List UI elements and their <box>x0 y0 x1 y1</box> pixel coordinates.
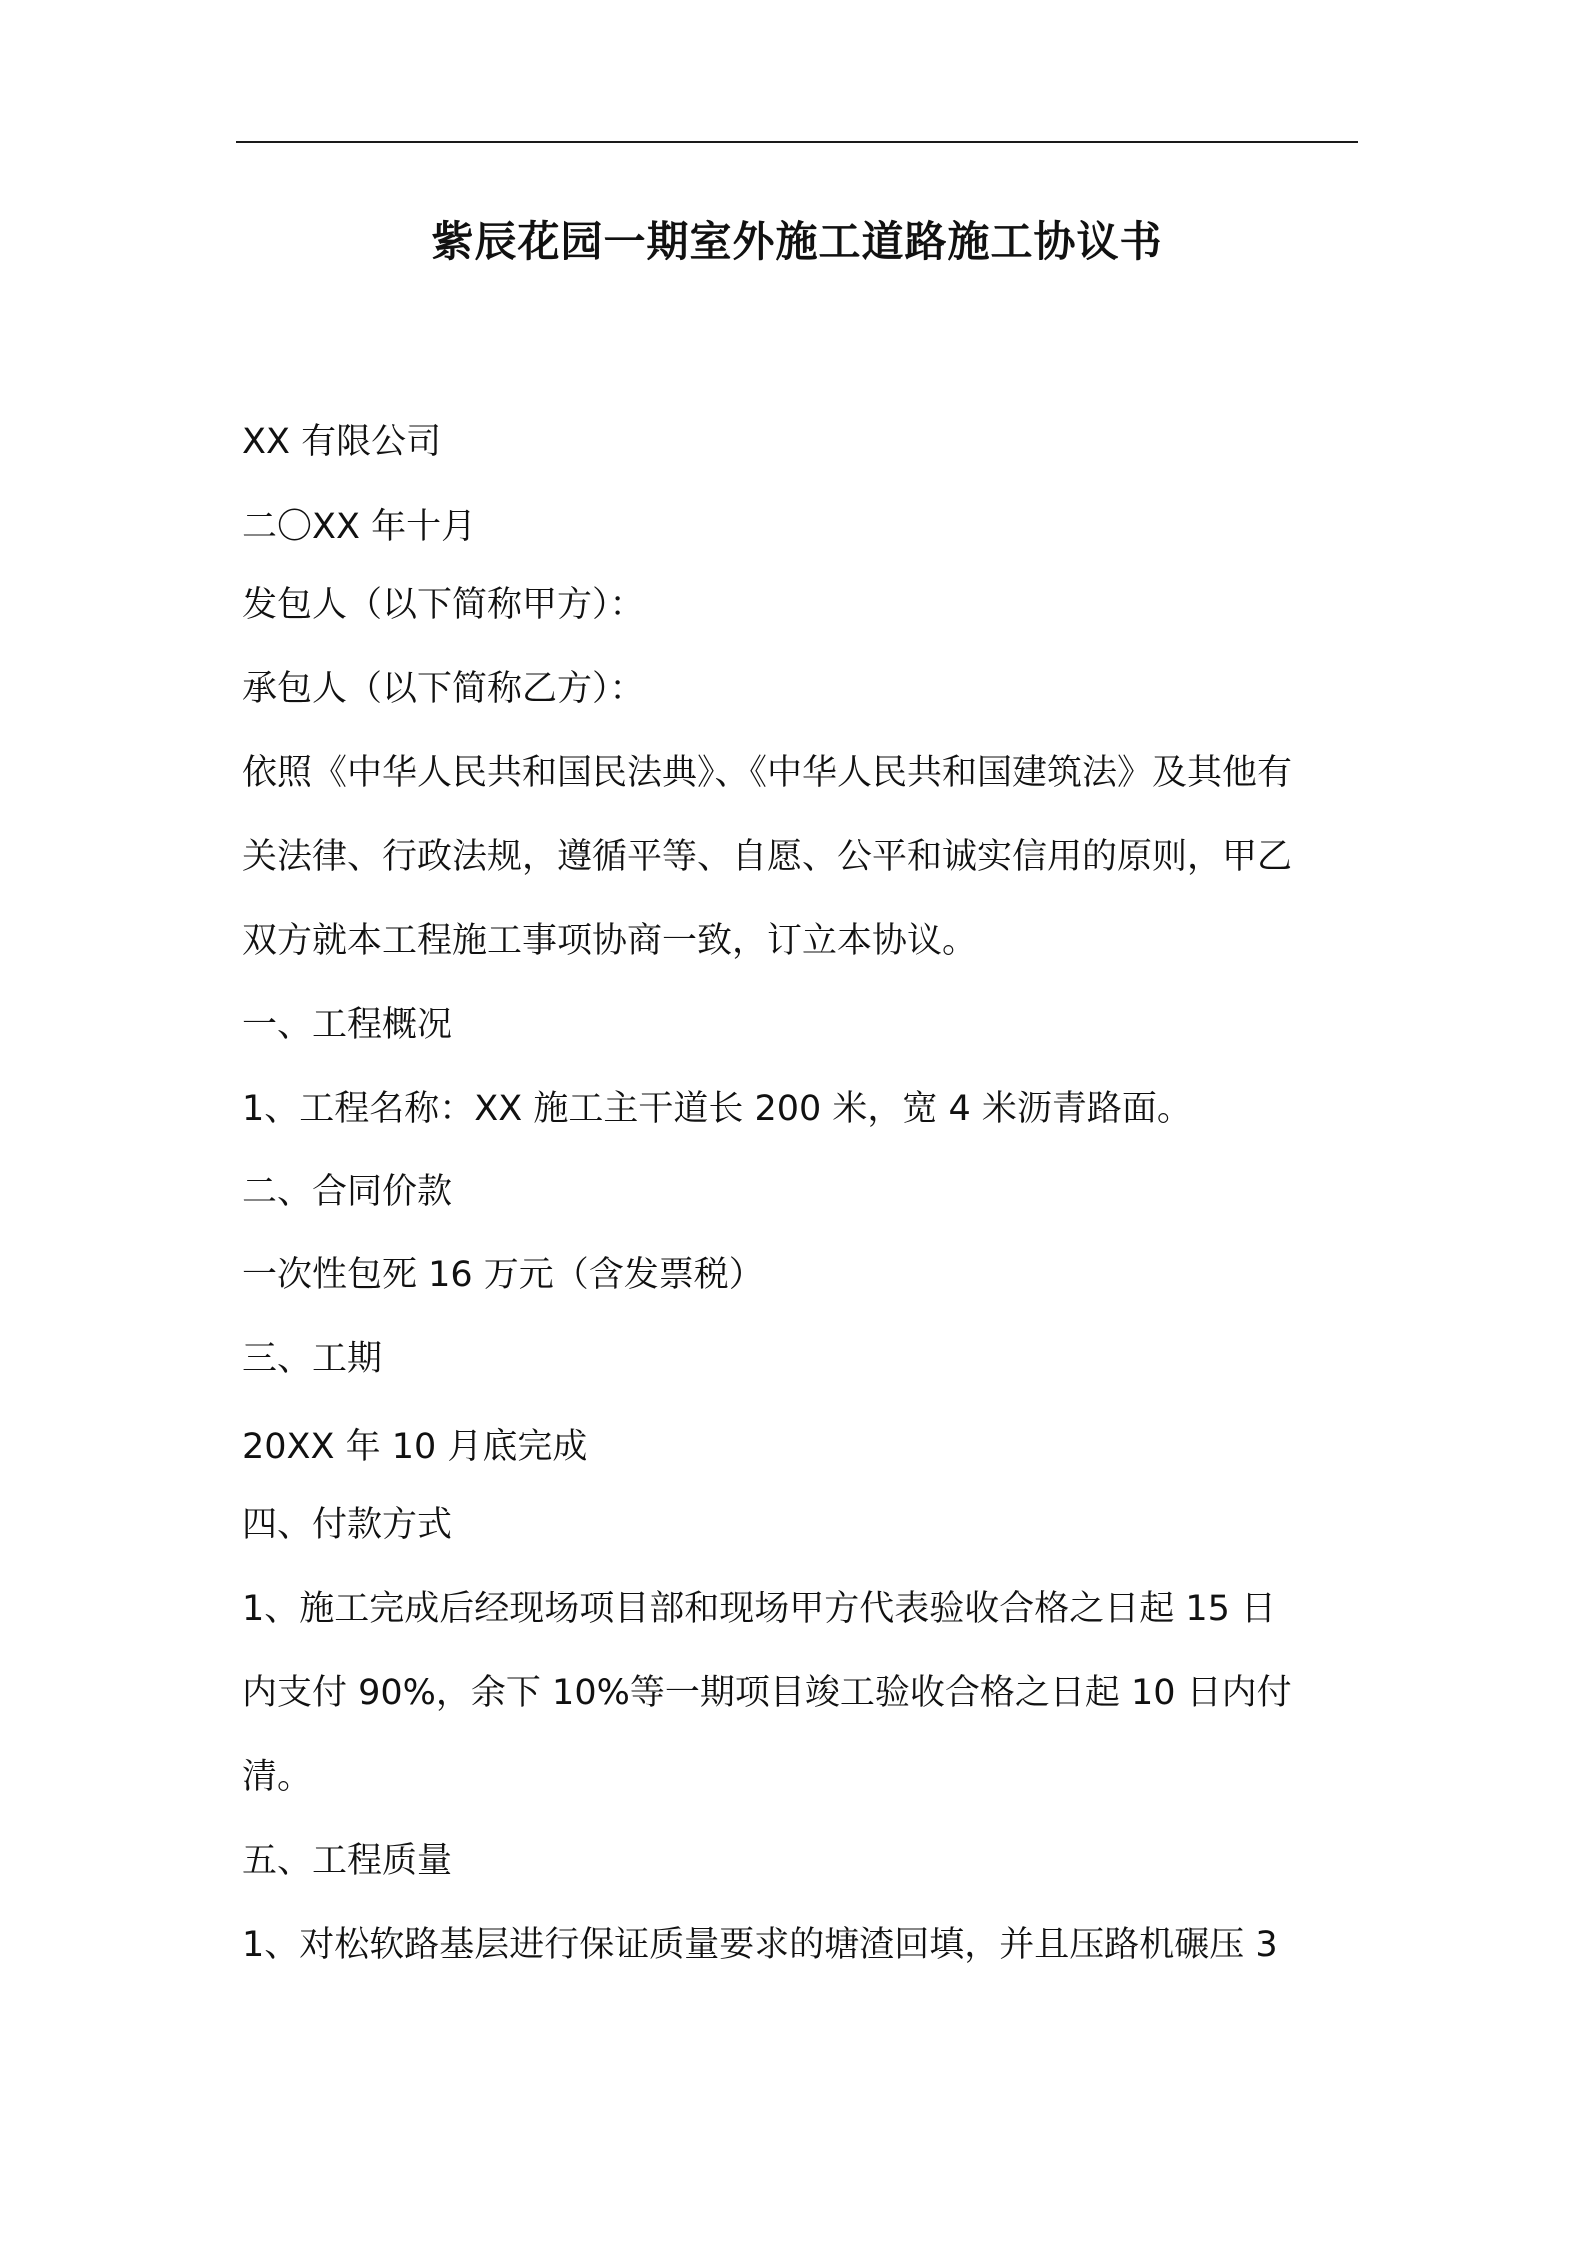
period-text: 20XX 年 10 月底完成 <box>242 1427 588 1467</box>
payment-line: 清。 <box>242 1757 313 1797</box>
header-rule <box>236 141 1358 143</box>
document-title: 紫辰花园一期室外施工道路施工协议书 <box>431 217 1163 266</box>
payment-line: 内支付 90%，余下 10%等一期项目竣工验收合格之日起 10 日内付 <box>242 1673 1292 1713</box>
section-heading-quality: 五、工程质量 <box>242 1841 453 1881</box>
document-date: 二〇XX 年十月 <box>242 507 477 547</box>
price-text: 一次性包死 16 万元（含发票税） <box>242 1255 764 1295</box>
preamble-line: 关法律、行政法规，遵循平等、自愿、公平和诚实信用的原则，甲乙 <box>242 837 1293 877</box>
section-heading-period: 三、工期 <box>242 1339 383 1379</box>
overview-item: 1、工程名称：XX 施工主干道长 200 米，宽 4 米沥青路面。 <box>242 1089 1192 1129</box>
quality-item: 1、对松软路基层进行保证质量要求的塘渣回填，并且压路机碾压 3 <box>242 1925 1278 1965</box>
party-a-line: 发包人（以下简称甲方）： <box>242 585 645 625</box>
section-heading-price: 二、合同价款 <box>242 1172 453 1212</box>
section-heading-payment: 四、付款方式 <box>242 1505 453 1545</box>
payment-line: 1、施工完成后经现场项目部和现场甲方代表验收合格之日起 15 日 <box>242 1589 1277 1629</box>
section-heading-overview: 一、工程概况 <box>242 1005 453 1045</box>
preamble-line: 双方就本工程施工事项协商一致，订立本协议。 <box>242 921 978 961</box>
company-name: XX 有限公司 <box>242 422 442 462</box>
party-b-line: 承包人（以下简称乙方）： <box>242 669 645 709</box>
preamble-line: 依照《中华人民共和国民法典》、《中华人民共和国建筑法》及其他有 <box>242 753 1293 793</box>
